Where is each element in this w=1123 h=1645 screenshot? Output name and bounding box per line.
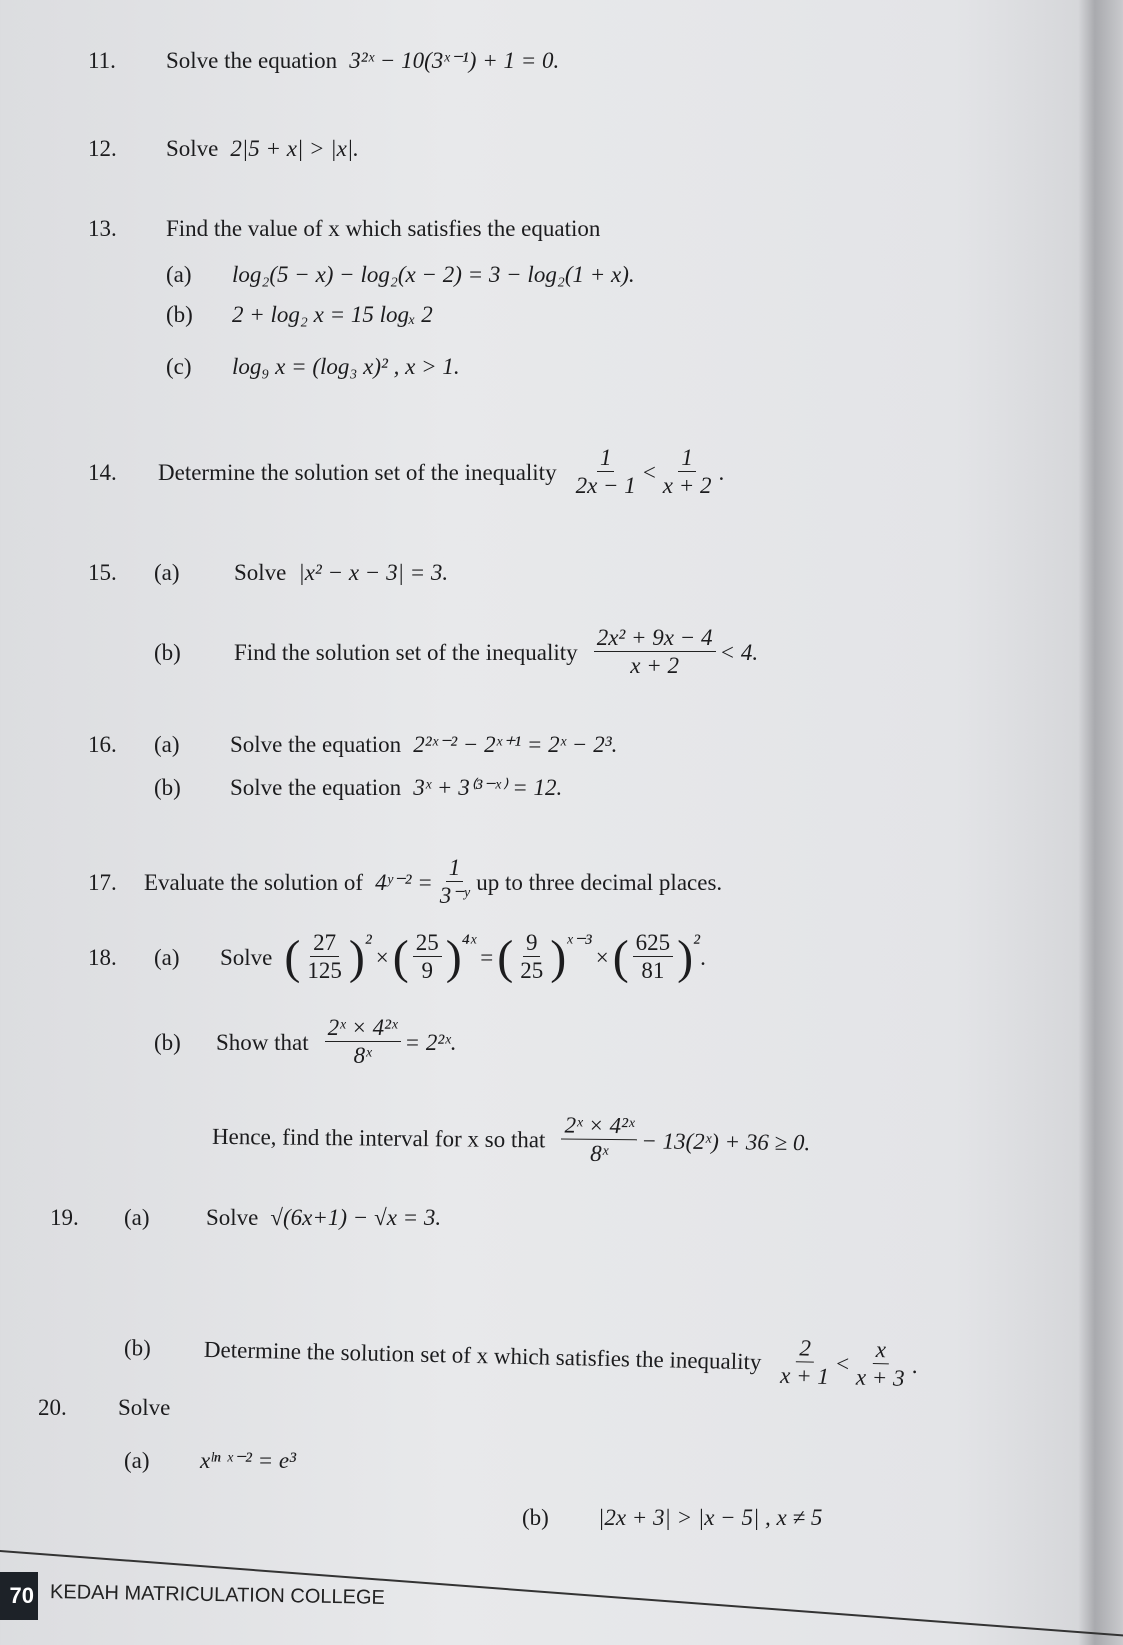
question-number: 15. — [88, 560, 117, 585]
question-number: 13. — [88, 216, 117, 241]
question-number: 16. — [88, 732, 117, 757]
question-12 — [88, 136, 359, 162]
question-19a — [50, 1205, 441, 1231]
equation — [284, 930, 700, 985]
fraction — [561, 1113, 637, 1169]
question-text: Solve — [166, 136, 219, 161]
fraction — [413, 930, 442, 985]
fraction — [594, 625, 716, 680]
page-number: 70 — [0, 1572, 38, 1620]
question-text: Solve — [118, 1395, 171, 1420]
question-number: 18. — [88, 944, 117, 970]
question-text: up to three decimal places. — [476, 869, 723, 895]
fraction — [437, 855, 473, 910]
question-14 — [88, 445, 724, 500]
numerator: 625 — [633, 930, 674, 957]
inequality-rhs: < 4. — [719, 639, 759, 665]
numerator: x — [872, 1337, 889, 1365]
right-paren: ) — [445, 931, 462, 985]
denominator: x + 3 — [855, 1365, 905, 1392]
fraction — [517, 930, 546, 985]
denominator: 81 — [641, 958, 665, 984]
part-label: (b) — [166, 302, 193, 327]
denominator: 3⁻ʸ — [439, 883, 470, 909]
operator: × — [595, 944, 609, 970]
denominator: 125 — [307, 958, 342, 984]
question-text: Find the value of x which satisfies the equation — [166, 216, 601, 241]
inequality: |2x + 3| > |x − 5| , x ≠ 5 — [598, 1505, 823, 1530]
operator: < — [835, 1350, 850, 1376]
question-11 — [88, 48, 559, 74]
question-number: 11. — [88, 48, 116, 73]
denominator: 9 — [421, 958, 433, 984]
part-label: (b) — [522, 1505, 549, 1530]
fraction — [325, 1015, 401, 1070]
equation: 2²ˣ⁻² − 2ˣ⁺¹ = 2ˣ − 2³. — [413, 732, 618, 757]
operator: × — [375, 944, 389, 970]
left-paren: ( — [612, 931, 629, 985]
denominator: 2x − 1 — [575, 473, 636, 499]
part-label: (a) — [124, 1205, 150, 1230]
exponent: ² — [364, 930, 372, 955]
fraction — [777, 1335, 833, 1391]
left-paren: ( — [284, 931, 301, 985]
question-number: 17. — [88, 869, 117, 895]
question-text: Determine the solution set of the inequality — [158, 459, 557, 485]
part-label: (b) — [123, 1334, 152, 1361]
question-text: Evaluate the solution of — [144, 869, 364, 895]
denominator: 25 — [520, 958, 544, 984]
numerator: 25 — [413, 930, 442, 957]
part-label: (a) — [124, 1448, 150, 1473]
period: . — [700, 944, 706, 970]
right-paren: ) — [677, 931, 694, 985]
question-18a — [88, 930, 706, 985]
part-label: (a) — [154, 560, 180, 585]
left-paren: ( — [497, 931, 514, 985]
question-13b — [166, 302, 433, 328]
question-18b-hence — [212, 1109, 811, 1170]
numerator: 2 — [796, 1335, 814, 1363]
bracketed-fraction — [497, 930, 592, 985]
question-text: Determine the solution set of x which satisfies the inequality — [203, 1336, 762, 1374]
equation: log₂(5 − x) − log₂(x − 2) = 3 − log₂(1 + x). — [232, 262, 635, 287]
question-15a — [88, 560, 448, 586]
question-number: 19. — [50, 1205, 79, 1230]
left-paren: ( — [392, 931, 409, 985]
inequality-rhs: − 13(2ˣ) + 36 ≥ 0. — [641, 1127, 811, 1155]
fraction — [660, 445, 715, 500]
equation: log₉ x = (log₃ x)² , x > 1. — [232, 354, 460, 379]
right-paren: ) — [550, 931, 567, 985]
equation-lhs: 4ʸ⁻² = — [375, 869, 433, 895]
part-label: (b) — [154, 639, 181, 665]
numerator: 1 — [597, 445, 615, 472]
question-15b — [154, 625, 758, 680]
inequality: 2|5 + x| > |x|. — [230, 136, 359, 161]
equation: 3²ˣ − 10(3ˣ⁻¹) + 1 = 0. — [349, 48, 560, 73]
question-13 — [88, 216, 600, 242]
operator: < — [642, 459, 656, 485]
question-number: 14. — [88, 459, 117, 485]
period: . — [911, 1352, 918, 1378]
exponent: ˣ⁻³ — [566, 930, 592, 955]
numerator: 2x² + 9x − 4 — [594, 625, 716, 652]
denominator: 8ˣ — [590, 1141, 609, 1167]
fraction — [853, 1337, 909, 1393]
question-16b — [154, 775, 562, 801]
question-number: 12. — [88, 136, 117, 161]
question-number: 20. — [38, 1395, 67, 1420]
part-label: (c) — [166, 354, 192, 379]
question-text: Solve the equation — [230, 775, 402, 800]
question-20b — [522, 1505, 822, 1531]
part-label: (a) — [166, 262, 192, 287]
operator: = — [480, 944, 494, 970]
numerator: 1 — [678, 445, 696, 472]
question-20 — [38, 1395, 170, 1421]
equation: 2 + log₂ x = 15 logₓ 2 — [232, 302, 433, 327]
exponent: ⁴ˣ — [461, 930, 477, 955]
question-18b — [154, 1015, 456, 1070]
denominator: 8ˣ — [353, 1043, 372, 1069]
fraction — [633, 930, 674, 985]
part-label: (b) — [154, 775, 181, 800]
numerator: 27 — [310, 930, 339, 957]
bracketed-fraction — [613, 930, 700, 985]
denominator: x + 2 — [630, 653, 679, 679]
question-16a — [88, 732, 617, 758]
equation: |x² − x − 3| = 3. — [298, 560, 449, 585]
period: . — [718, 459, 725, 485]
numerator: 1 — [446, 855, 464, 882]
question-text: Solve — [206, 1205, 259, 1230]
bracketed-fraction — [393, 930, 476, 985]
part-label: (a) — [154, 732, 180, 757]
fraction — [304, 930, 345, 985]
equation: √(6x+1) − √x = 3. — [270, 1205, 442, 1230]
equation: 3ˣ + 3⁽³⁻ˣ⁾ = 12. — [413, 775, 563, 800]
question-13c — [166, 354, 460, 380]
denominator: x + 2 — [662, 473, 712, 499]
question-text: Solve — [234, 560, 287, 585]
question-20a — [124, 1448, 296, 1474]
question-19b — [123, 1320, 918, 1393]
equation-rhs: = 2²ˣ. — [404, 1029, 457, 1055]
college-name: KEDAH MATRICULATION COLLEGE — [49, 1581, 386, 1609]
question-text: Solve the equation — [230, 732, 402, 757]
question-13a — [166, 262, 635, 288]
question-text: Show that — [216, 1029, 309, 1055]
bracketed-fraction — [284, 930, 371, 985]
part-label: (b) — [154, 1029, 181, 1055]
denominator: x + 1 — [779, 1363, 830, 1390]
equation: xˡⁿ ˣ⁻² = e³ — [200, 1448, 296, 1473]
question-17 — [88, 855, 722, 910]
question-text: Solve — [220, 944, 273, 970]
numerator: 2ˣ × 4²ˣ — [325, 1015, 401, 1042]
part-label: (a) — [154, 944, 180, 970]
question-text: Find the solution set of the inequality — [234, 639, 578, 665]
question-text: Hence, find the interval for x so that — [211, 1123, 546, 1152]
numerator: 9 — [523, 930, 541, 957]
question-text: Solve the equation — [166, 48, 338, 73]
numerator: 2ˣ × 4²ˣ — [561, 1113, 637, 1141]
right-paren: ) — [348, 931, 365, 985]
exponent: ² — [693, 930, 701, 955]
fraction — [573, 445, 639, 500]
